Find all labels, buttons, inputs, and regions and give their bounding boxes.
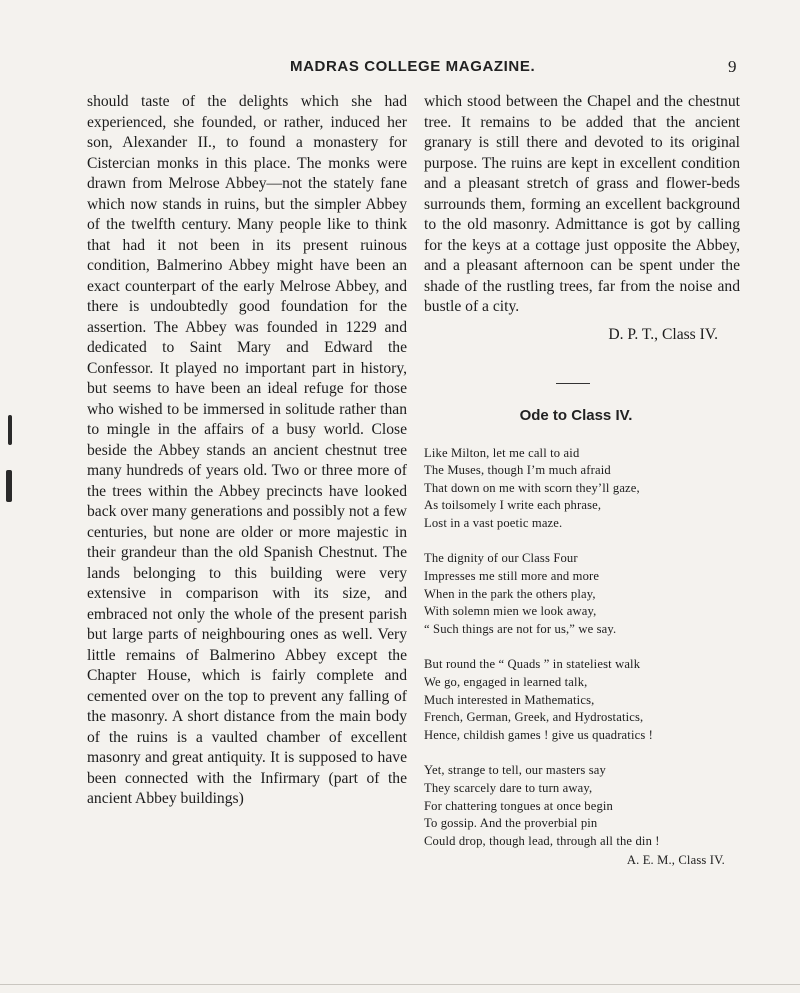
poem-stanza — [424, 762, 740, 850]
poem-line: They scarcely dare to turn away, — [424, 781, 593, 795]
binding-mark — [6, 470, 12, 502]
poem-line: When in the park the others play, — [424, 586, 596, 601]
poem-line: That down on me with scorn they’ll gaze, — [424, 480, 640, 495]
poem-stanza — [424, 550, 740, 638]
poem-line: Could drop, though lead, through all the din ! — [424, 833, 660, 848]
page-number: 9 — [728, 57, 737, 76]
poem-line: French, German, Greek, and Hydrostatics, — [424, 710, 644, 725]
poem-signature: A. E. M., Class IV. — [626, 853, 725, 868]
left-column — [87, 92, 407, 810]
poem-line: For chattering tongues at once begin — [424, 798, 614, 813]
page-header-title: MADRAS COLLEGE MAGAZINE. — [290, 58, 536, 75]
poem-line: Like Milton, let me call to aid — [424, 445, 580, 460]
poem-line: Lost in a vast poetic maze. — [424, 515, 563, 530]
poem-line: Hence, childish games ! give us quadratics ! — [424, 727, 654, 742]
poem-line: Impresses me still more and more — [424, 569, 600, 584]
poem-stanza — [424, 656, 740, 744]
poem-line: With solemn mien we look away, — [424, 604, 597, 619]
poem-line: But round the “ Quads ” in stateliest walk — [424, 657, 641, 672]
poem-line: “ Such things are not for us,” we say. — [424, 621, 617, 636]
page-bottom-edge — [0, 984, 800, 985]
right-column-text: which stood between the Chapel and the chestnut tree. It remains to be added that the ancient granary is still there and devoted to its original purpose. The ruins are kept in excellent condition and a pleasant stretch of grass and flower-beds surrounds them, forming an excellent background to the old masonry. Admittance is got by calling for the keys at a cottage just opposite the Abbey, and a pleasant afternoon can be spent under the shade of the rustling trees, far from the noise and bustle of a city. — [424, 93, 740, 315]
binding-mark — [8, 415, 12, 445]
article-signature: D. P. T., Class IV. — [608, 325, 718, 343]
right-column — [424, 92, 740, 870]
poem-line: To gossip. And the proverbial pin — [424, 816, 598, 831]
poem-line: We go, engaged in learned talk, — [424, 675, 588, 690]
poem-stanza — [424, 445, 740, 533]
left-column-text: should taste of the delights which she had experienced, she founded, or rather, induced her son, Alexander II., to found a monastery for Cistercian monks in this place. The monks were drawn from Melrose Abbey—not the stately fane which now stands in ruins, but the simpler Abbey of the twelfth century. Many people like to think that had it not been in its present ruinous condition, Balmerino Abbey might have been an exact counterpart of the early Melrose Abbey, and there is undoubtedly good foundation for the assertion. The Abbey was founded in 1229 and dedicated to Saint Mary and Edward the Confessor. It played no important part in history, but seems to have been an ideal refuge for those who wished to be immersed in solitude rather than to mingle in the affairs of a busy world. Close beside the Abbey stands an ancient chestnut tree many hundreds of years old. Two or three more of the trees within the Abbey precincts have looked back over many generations and possibly not a few centuries, but none are older or more majestic in their grandeur than the old Spanish Chestnut. The lands belonging to this building were very extensive in comparison with its size, and embraced not only the whole of the present parish but large parts of neighbouring ones as well. Very little remains of Balmerino Abbey except the Chapter House, which is fairly complete and cemented over on the top to prevent any falling of the masonry. A short distance from the main body of the ruins is a vaulted chamber of excellent masonry and great antiquity. It is supposed to have been connected with the Infirmary (part of the ancient Abbey buildings) — [87, 93, 407, 807]
poem-line: The dignity of our Class Four — [424, 551, 578, 566]
poem-line: The Muses, though I’m much afraid — [424, 463, 611, 478]
poem-line: Much interested in Mathematics, — [424, 692, 595, 707]
section-divider — [556, 383, 590, 384]
poem-title: Ode to Class IV. — [519, 407, 633, 424]
poem-line: As toilsomely I write each phrase, — [424, 498, 602, 513]
poem — [424, 445, 740, 870]
poem-line: Yet, strange to tell, our masters say — [424, 763, 606, 778]
